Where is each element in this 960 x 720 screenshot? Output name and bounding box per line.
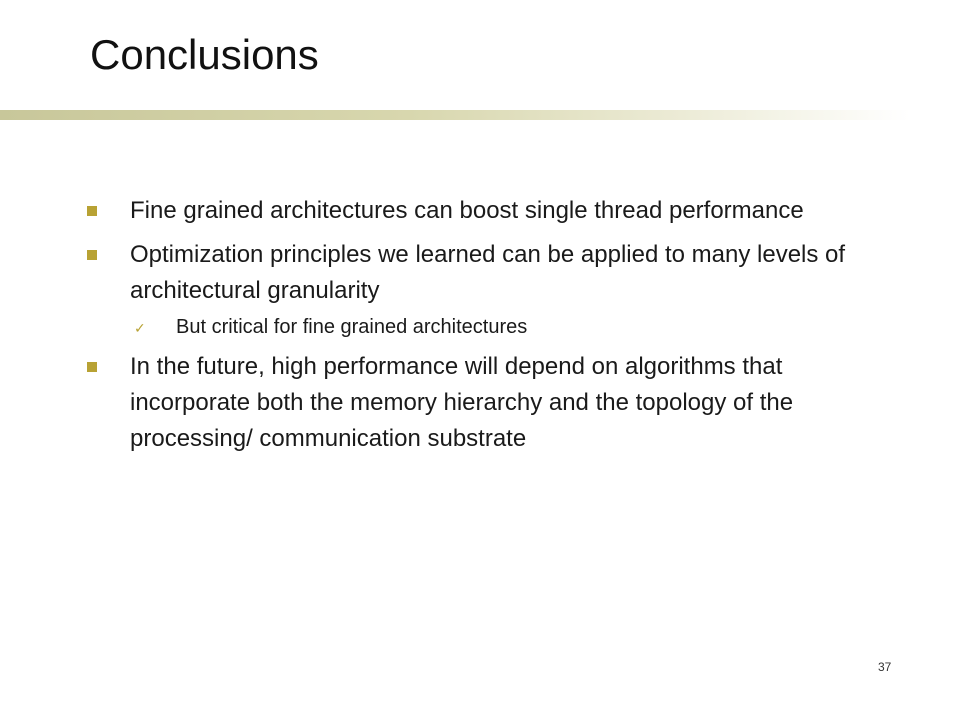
sub-bullet-item bbox=[130, 313, 862, 341]
bullet-text: In the future, high performance will depend on algorithms that incorporate both the memory hierarchy and the topology of the processing/ communication substrate bbox=[130, 353, 794, 452]
square-bullet-icon bbox=[87, 362, 97, 372]
slide-title: Conclusions bbox=[90, 31, 319, 78]
square-bullet-icon bbox=[87, 250, 97, 260]
bullet-item bbox=[82, 349, 862, 457]
bullet-list bbox=[82, 193, 862, 465]
bullet-item bbox=[82, 193, 862, 229]
title-underline-bar bbox=[0, 110, 910, 120]
sub-bullet-text: But critical for fine grained architectures bbox=[176, 316, 528, 338]
page-number: 37 bbox=[878, 660, 892, 674]
bullet-item bbox=[82, 237, 862, 341]
square-bullet-icon bbox=[87, 206, 97, 216]
bullet-text: Optimization principles we learned can be applied to many levels of architectural granularity bbox=[130, 241, 846, 304]
check-bullet-icon: ✓ bbox=[134, 320, 146, 336]
sub-bullet-list bbox=[130, 313, 862, 341]
bullet-text: Fine grained architectures can boost single thread performance bbox=[130, 197, 804, 224]
